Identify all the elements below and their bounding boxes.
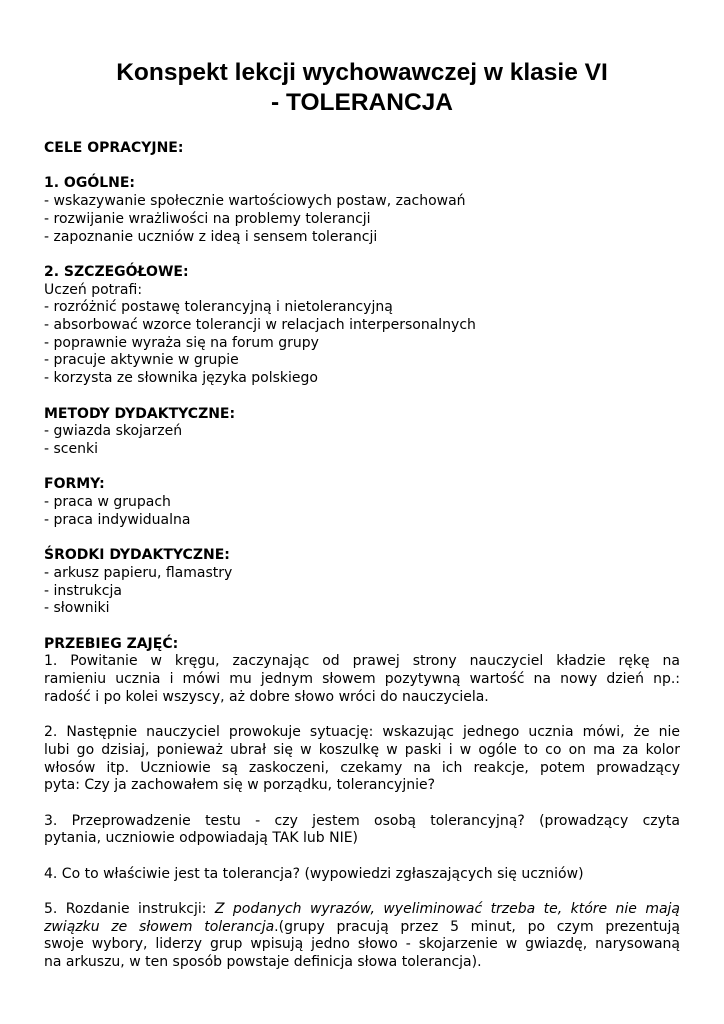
paragraph-line: włosów itp. Uczniowie są zaskoczeni, czekamy na ich reakcje, potem prowadzący [44, 759, 680, 776]
srodki-section [44, 547, 680, 618]
paragraph-line: 3. Przeprowadzenie testu - czy jestem osobą tolerancyjną? (prowadzący czyta [44, 812, 680, 829]
szczegolowe-intro: Uczeń potrafi: [44, 281, 143, 298]
paragraph-1 [44, 653, 680, 706]
przebieg-heading: PRZEBIEG ZAJĘĆ: [44, 635, 179, 652]
paragraph-line: ramieniu ucznia i mówi mu jednym słowem pozytywną wartość na nowy dzień np.: [44, 671, 680, 687]
instruction-text: związku ze słowem tolerancja [44, 918, 275, 935]
paragraph-2 [44, 724, 680, 795]
ogolne-heading: 1. OGÓLNE: [44, 175, 136, 192]
list-item: - pracuje aktywnie w grupie [44, 352, 239, 369]
list-item: - wskazywanie społecznie wartościowych postaw, zachowań [44, 193, 466, 210]
formy-heading: FORMY: [44, 476, 105, 493]
szczegolowe-section [44, 264, 680, 388]
list-item: - korzysta ze słownika języka polskiego [44, 370, 318, 387]
metody-section [44, 406, 680, 459]
paragraph-line: pyta: Czy ja zachowałem się w porządku, tolerancyjnie? [44, 777, 436, 794]
formy-section [44, 476, 680, 529]
ogolne-section [44, 175, 680, 246]
title-line-2: - TOLERANCJA [271, 89, 453, 116]
paragraph-line: pytania, uczniowie odpowiadają TAK lub NIE) [44, 830, 359, 847]
list-item: - absorbować wzorce tolerancji w relacjach interpersonalnych [44, 317, 476, 333]
paragraph-line [44, 901, 680, 919]
paragraph-text: .(grupy pracują przez 5 minut, po czym prezentują [274, 918, 681, 935]
list-item: - słowniki [44, 600, 110, 617]
page-title [44, 58, 680, 118]
paragraph-line: na arkuszu, w ten sposób powstaje definicja słowa tolerancja). [44, 954, 482, 971]
list-item: - arkusz papieru, flamastry [44, 564, 233, 581]
list-item: - gwiazda skojarzeń [44, 423, 183, 440]
szczegolowe-heading: 2. SZCZEGÓŁOWE: [44, 263, 189, 280]
list-item: - poprawnie wyraża się na forum grupy [44, 334, 319, 351]
paragraph-line: 4. Co to właściwie jest ta tolerancja? (wypowiedzi zgłaszających się uczniów) [44, 865, 584, 882]
list-item: - scenki [44, 440, 98, 457]
list-item: - rozróżnić postawę tolerancyjną i nietolerancyjną [44, 299, 393, 316]
paragraph-line: lubi go dzisiaj, ponieważ ubrał się w koszulkę w paski i w ogóle to co on ma za kolor [44, 741, 680, 758]
paragraph-text: 5. Rozdanie instrukcji: [44, 901, 215, 918]
list-item: - instrukcja [44, 582, 122, 599]
paragraph-line: 2. Następnie nauczyciel prowokuje sytuację: wskazując jednego ucznia mówi, że nie [44, 724, 680, 741]
paragraph-line: 1. Powitanie w kręgu, zaczynając od prawej strony nauczyciel kładzie rękę na [44, 653, 680, 670]
metody-heading: METODY DYDAKTYCZNE: [44, 405, 236, 422]
paragraph-line: swoje wybory, liderzy grup wpisują jedno słowo - skojarzenie w gwiazdę, narysowaną [44, 936, 680, 953]
cele-heading: CELE OPRACYJNE: [44, 140, 184, 156]
paragraph-4 [44, 866, 680, 884]
instruction-text: Z podanych wyrazów, wyeliminować trzeba te, które nie mają [214, 901, 680, 918]
document-page [44, 58, 680, 972]
paragraph-5 [44, 901, 680, 972]
list-item: - rozwijanie wrażliwości na problemy tolerancji [44, 210, 371, 227]
paragraph-3 [44, 813, 680, 848]
paragraph-line [44, 919, 680, 937]
list-item: - praca w grupach [44, 494, 171, 510]
list-item: - praca indywidualna [44, 511, 191, 528]
srodki-heading: ŚRODKI DYDAKTYCZNE: [44, 547, 230, 564]
paragraph-line: radość i po kolei wszyscy, aż dobre słowo wróci do nauczyciela. [44, 688, 489, 705]
title-line-1: Konspekt lekcji wychowawczej w klasie VI [116, 59, 608, 86]
list-item: - zapoznanie uczniów z ideą i sensem tolerancji [44, 228, 378, 245]
przebieg-section [44, 636, 680, 972]
